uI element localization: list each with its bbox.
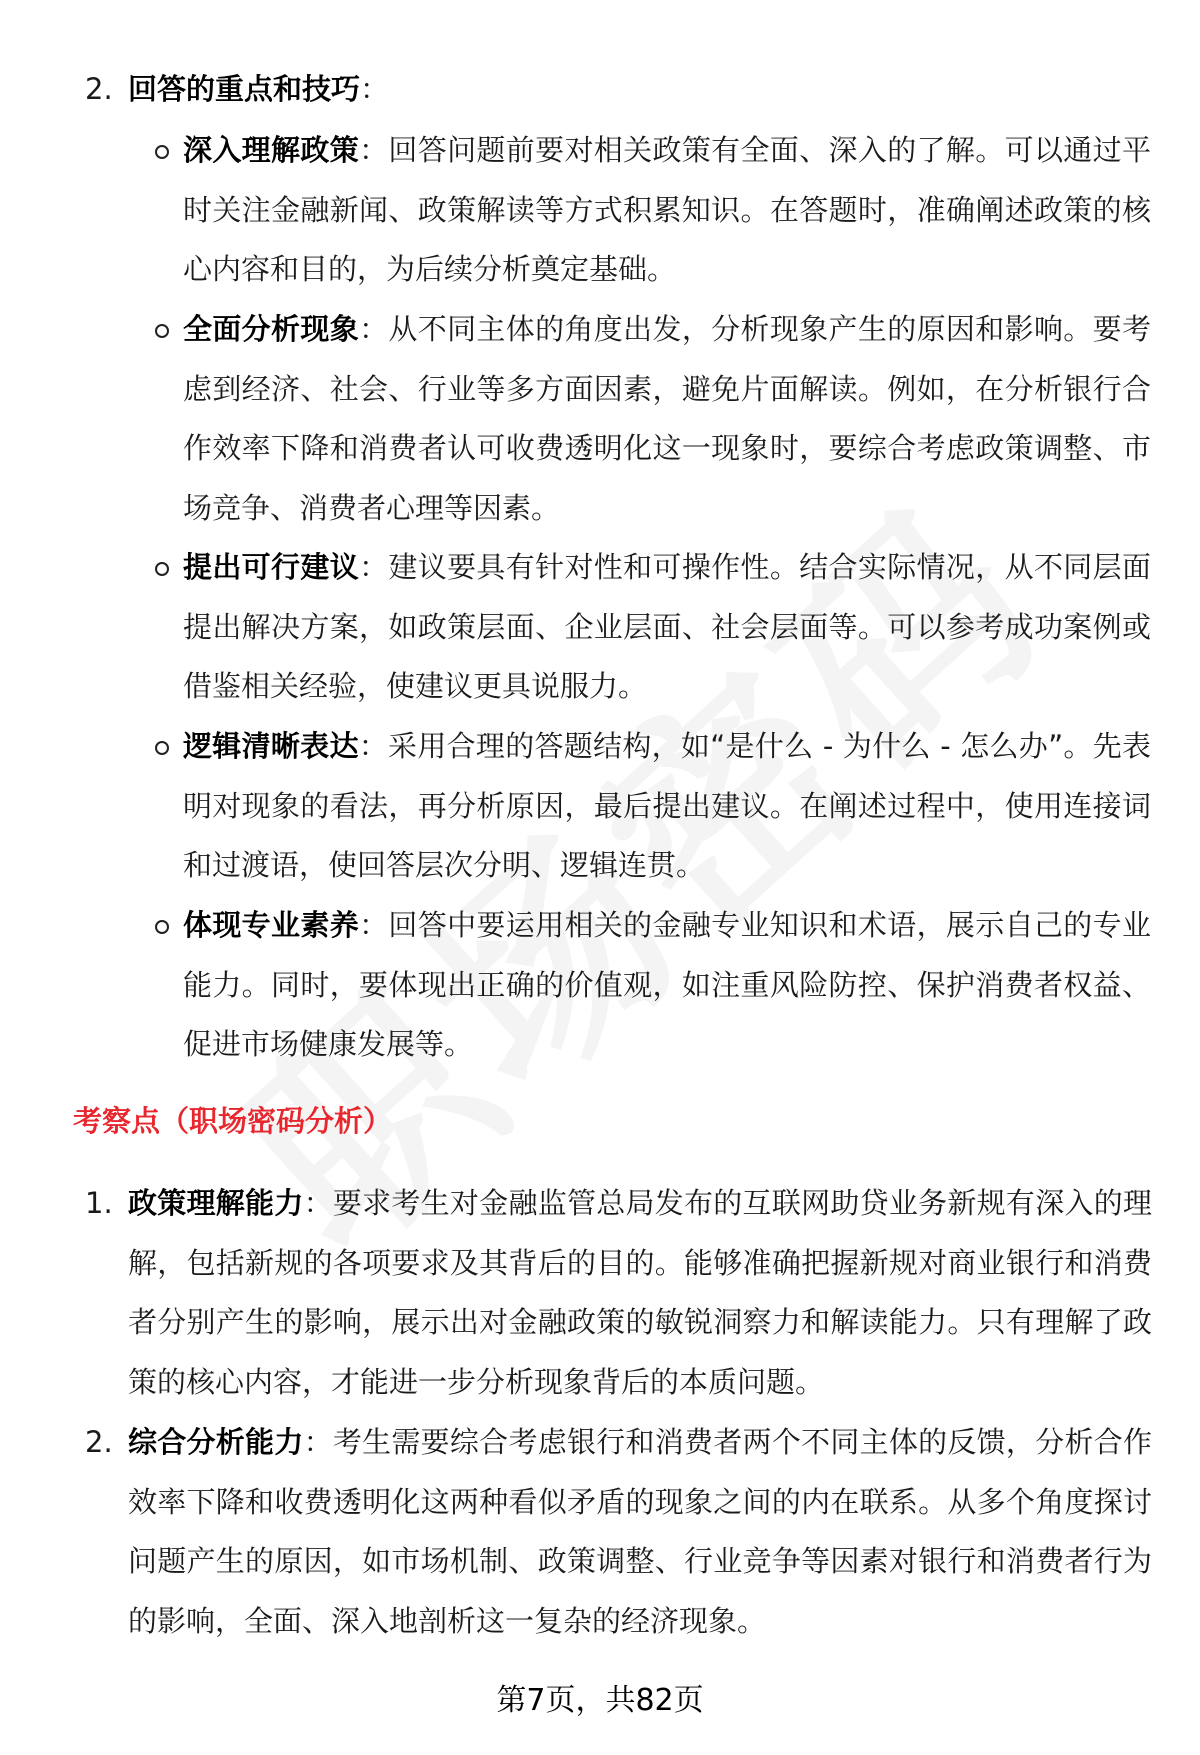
list-item-text bbox=[128, 1413, 1152, 1651]
bullet-icon bbox=[155, 145, 169, 159]
list-heading-title: 回答的重点和技巧 bbox=[128, 72, 361, 106]
list-number: 1. bbox=[85, 1186, 113, 1220]
list-item-text bbox=[183, 717, 1151, 896]
item-body: ：考生需要综合考虑银行和消费者两个不同主体的反馈，分析合作效率下降和收费透明化这两种看似矛盾的现象之间的内在联系。从多个角度探讨问题产生的原因，如市场机制、政策调整、行业竞争等因素对银行和消费者行为的影响，全面、深入地剖析这一复杂的经济现象。 bbox=[128, 1425, 1152, 1638]
list-number: 2. bbox=[85, 72, 113, 106]
item-body: ：采用合理的答题结构，如“是什么 - 为什么 - 怎么办”。先表明对现象的看法，再分析原因，最后提出建议。在阐述过程中，使用连接词和过渡语，使回答层次分明、逻辑连贯。 bbox=[183, 729, 1151, 883]
item-title: 综合分析能力 bbox=[128, 1425, 304, 1459]
item-title: 逻辑清晰表达 bbox=[183, 729, 359, 763]
item-title: 全面分析现象 bbox=[183, 312, 360, 346]
page-number: 第7页，共82页 bbox=[496, 1683, 704, 1718]
bullet-icon bbox=[155, 920, 169, 934]
bullet-icon bbox=[155, 562, 169, 576]
list-item-text bbox=[128, 1174, 1152, 1412]
section-heading: 考察点（职场密码分析） bbox=[73, 1104, 393, 1138]
list-heading bbox=[128, 60, 389, 120]
colon: ： bbox=[360, 72, 390, 106]
list-item-text bbox=[183, 300, 1151, 538]
bullet-icon bbox=[155, 324, 169, 338]
item-title: 政策理解能力 bbox=[128, 1186, 304, 1220]
list-item-text bbox=[183, 538, 1151, 717]
item-title: 提出可行建议 bbox=[183, 550, 360, 584]
list-item-text bbox=[183, 896, 1151, 1075]
list-item-text bbox=[183, 121, 1151, 300]
item-body: ：建议要具有针对性和可操作性。结合实际情况，从不同层面提出解决方案，如政策层面、企业层面、社会层面等。可以参考成功案例或借鉴相关经验，使建议更具说服力。 bbox=[183, 550, 1151, 704]
item-title: 深入理解政策 bbox=[183, 133, 360, 167]
bullet-icon bbox=[155, 741, 169, 755]
list-number: 2. bbox=[85, 1425, 113, 1459]
item-body: ：从不同主体的角度出发，分析现象产生的原因和影响。要考虑到经济、社会、行业等多方面因素，避免片面解读。例如，在分析银行合作效率下降和消费者认可收费透明化这一现象时，要综合考虑政策调整、市场竞争、消费者心理等因素。 bbox=[183, 312, 1151, 525]
item-body: ：回答中要运用相关的金融专业知识和术语，展示自己的专业能力。同时，要体现出正确的价值观，如注重风险防控、保护消费者权益、促进市场健康发展等。 bbox=[183, 908, 1151, 1062]
item-title: 体现专业素养 bbox=[183, 908, 360, 942]
item-body: ：要求考生对金融监管总局发布的互联网助贷业务新规有深入的理解，包括新规的各项要求及其背后的目的。能够准确把握新规对商业银行和消费者分别产生的影响，展示出对金融政策的敏锐洞察力和解读能力。只有理解了政策的核心内容，才能进一步分析现象背后的本质问题。 bbox=[128, 1186, 1152, 1399]
item-body: ：回答问题前要对相关政策有全面、深入的了解。可以通过平时关注金融新闻、政策解读等方式积累知识。在答题时，准确阐述政策的核心内容和目的，为后续分析奠定基础。 bbox=[183, 133, 1151, 287]
